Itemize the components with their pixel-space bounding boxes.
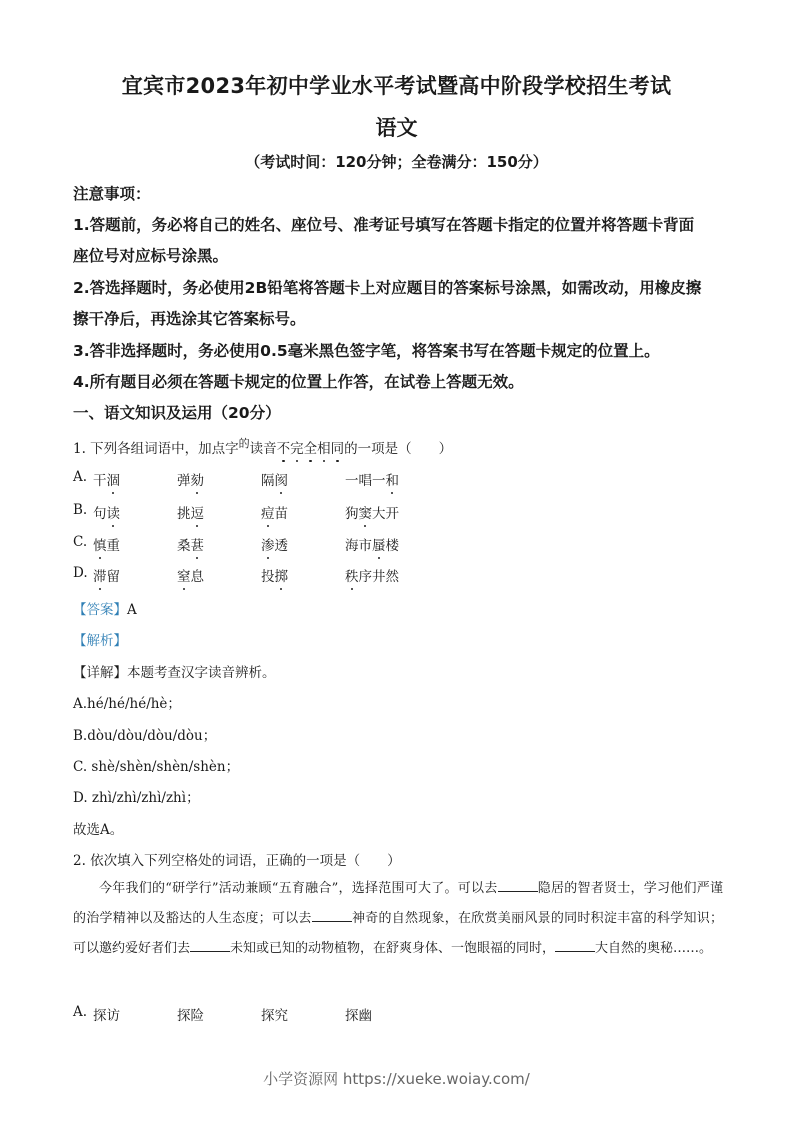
dotted-char: 涸 bbox=[107, 469, 121, 489]
option-letter: C. bbox=[73, 534, 88, 550]
notice-item: 座位号对应标号涂黑。 bbox=[73, 247, 229, 265]
fill-blank bbox=[190, 939, 230, 952]
dotted-char: 和 bbox=[386, 469, 400, 489]
stem-text: 读音 bbox=[249, 441, 277, 457]
question-2-stem: 2. 依次填入下列空格处的词语，正确的一项是（ ） bbox=[73, 853, 401, 869]
dotted-char: 掷 bbox=[275, 565, 289, 585]
detail-text: 本题考查汉字读音辨析。 bbox=[127, 665, 276, 681]
exam-title: 宜宾市2023年初中学业水平考试暨高中阶段学校招生考试 bbox=[121, 74, 672, 98]
fill-blank bbox=[498, 879, 538, 892]
passage-text: 大自然的奥秘……。 bbox=[595, 941, 713, 956]
passage-text: 未知或已知的动物植物，在舒爽身体、一饱眼福的同时， bbox=[230, 941, 556, 956]
fill-blank bbox=[555, 939, 595, 952]
dotted-char: 阂 bbox=[275, 469, 289, 489]
dotted-char: 相 bbox=[317, 437, 331, 457]
fill-blank bbox=[312, 909, 352, 922]
option-word: 渗透 bbox=[261, 534, 288, 554]
detail-label: 【详解】 bbox=[73, 665, 127, 681]
question-1-stem bbox=[73, 437, 452, 457]
option-word: 慎重 bbox=[93, 534, 120, 554]
notice-item: 4.所有题目必须在答题卡规定的位置上作答，在试卷上答题无效。 bbox=[73, 373, 524, 391]
stem-sup: 的 bbox=[238, 437, 250, 450]
option-word: 弹劾 bbox=[177, 469, 204, 489]
conclusion-line: 故选A。 bbox=[73, 822, 124, 838]
question-2-passage bbox=[73, 874, 723, 964]
option-word: 痘苗 bbox=[261, 502, 288, 522]
dotted-char: 痘 bbox=[261, 502, 275, 522]
dotted-char: 蜃 bbox=[372, 534, 386, 554]
option-word: 探险 bbox=[177, 1008, 204, 1024]
option-word: 探幽 bbox=[345, 1008, 372, 1024]
dotted-char: 葚 bbox=[191, 534, 205, 554]
stem-dotted-text bbox=[277, 441, 345, 457]
dotted-char: 渗 bbox=[261, 534, 275, 554]
option-letter: A. bbox=[73, 1004, 88, 1020]
option-word: 投掷 bbox=[261, 565, 288, 585]
stem-text: 1. 下列各组词语中，加点字 bbox=[73, 441, 239, 457]
dotted-char: 劾 bbox=[191, 469, 205, 489]
analysis-label: 【解析】 bbox=[73, 633, 127, 649]
pinyin-line: C. shè/shèn/shèn/shèn； bbox=[73, 759, 240, 775]
option-word: 干涸 bbox=[93, 469, 120, 489]
dotted-char: 读 bbox=[107, 502, 121, 522]
option-word: 窒息 bbox=[177, 565, 204, 585]
stem-text: 的一项是（ ） bbox=[344, 441, 453, 457]
dotted-char: 不 bbox=[277, 437, 291, 457]
pinyin-line: B.dòu/dòu/dòu/dòu； bbox=[73, 728, 217, 744]
option-letter: B. bbox=[73, 502, 88, 518]
dotted-char: 全 bbox=[304, 437, 318, 457]
option-word: 海市蜃楼 bbox=[345, 534, 399, 554]
option-letter: D. bbox=[73, 565, 88, 581]
pinyin-line: D. zhì/zhì/zhì/zhì； bbox=[73, 790, 200, 806]
dotted-char: 完 bbox=[290, 437, 304, 457]
dotted-char: 窒 bbox=[177, 565, 191, 585]
option-word: 桑葚 bbox=[177, 534, 204, 554]
notice-item: 1.答题前，务必将自己的姓名、座位号、准考证号填写在答题卡指定的位置并将答题卡背面 bbox=[73, 216, 695, 234]
passage-text: 隐居的智者贤士，学习他们严谨的治学精神以及豁达的人生态度；可以去 bbox=[73, 881, 723, 926]
notice-item: 2.答选择题时，务必使用2B铅笔将答题卡上对应题目的答案标号涂黑，如需改动，用橡皮擦 bbox=[73, 279, 702, 297]
dotted-char: 慎 bbox=[93, 534, 107, 554]
option-word: 秩序井然 bbox=[345, 565, 399, 585]
dotted-char: 逗 bbox=[191, 502, 205, 522]
dotted-char: 滞 bbox=[93, 565, 107, 585]
option-word: 一唱一和 bbox=[345, 469, 399, 489]
notice-heading: 注意事项： bbox=[73, 185, 151, 203]
option-letter: A. bbox=[73, 469, 88, 485]
option-word: 探访 bbox=[93, 1008, 120, 1024]
dotted-char: 同 bbox=[331, 437, 345, 457]
exam-subject: 语文 bbox=[375, 116, 418, 140]
detail-line bbox=[73, 661, 276, 681]
section-heading: 一、语文知识及运用（20分） bbox=[73, 404, 281, 422]
answer-line bbox=[73, 598, 137, 618]
option-word: 探究 bbox=[261, 1008, 288, 1024]
dotted-char: 窦 bbox=[359, 502, 373, 522]
option-word: 隔阂 bbox=[261, 469, 288, 489]
pinyin-line: A.hé/hé/hé/hè； bbox=[73, 696, 181, 712]
dotted-char: 秩 bbox=[345, 565, 359, 585]
watermark-footer: 小学资源网 https://xueke.woiay.com/ bbox=[263, 1070, 530, 1088]
option-word: 狗窦大开 bbox=[345, 502, 399, 522]
passage-text: 今年我们的“研学行”活动兼顾“五育融合”，选择范围可大了。可以去 bbox=[99, 881, 498, 896]
option-word: 滞留 bbox=[93, 565, 120, 585]
passage-text: 神奇的自然现象，在欣赏美丽风景的同时积淀丰富的科学知识；可以邀约爱好者们去 bbox=[73, 911, 723, 956]
exam-info: （考试时间：120分钟；全卷满分：150分） bbox=[245, 153, 548, 171]
option-word: 句读 bbox=[93, 502, 120, 522]
option-word: 挑逗 bbox=[177, 502, 204, 522]
notice-item: 3.答非选择题时，务必使用0.5毫米黑色签字笔，将答案书写在答题卡规定的位置上。 bbox=[73, 342, 660, 360]
notice-item: 擦干净后，再选涂其它答案标号。 bbox=[73, 310, 306, 328]
answer-label: 【答案】 bbox=[73, 602, 127, 618]
answer-value: A bbox=[127, 602, 137, 618]
